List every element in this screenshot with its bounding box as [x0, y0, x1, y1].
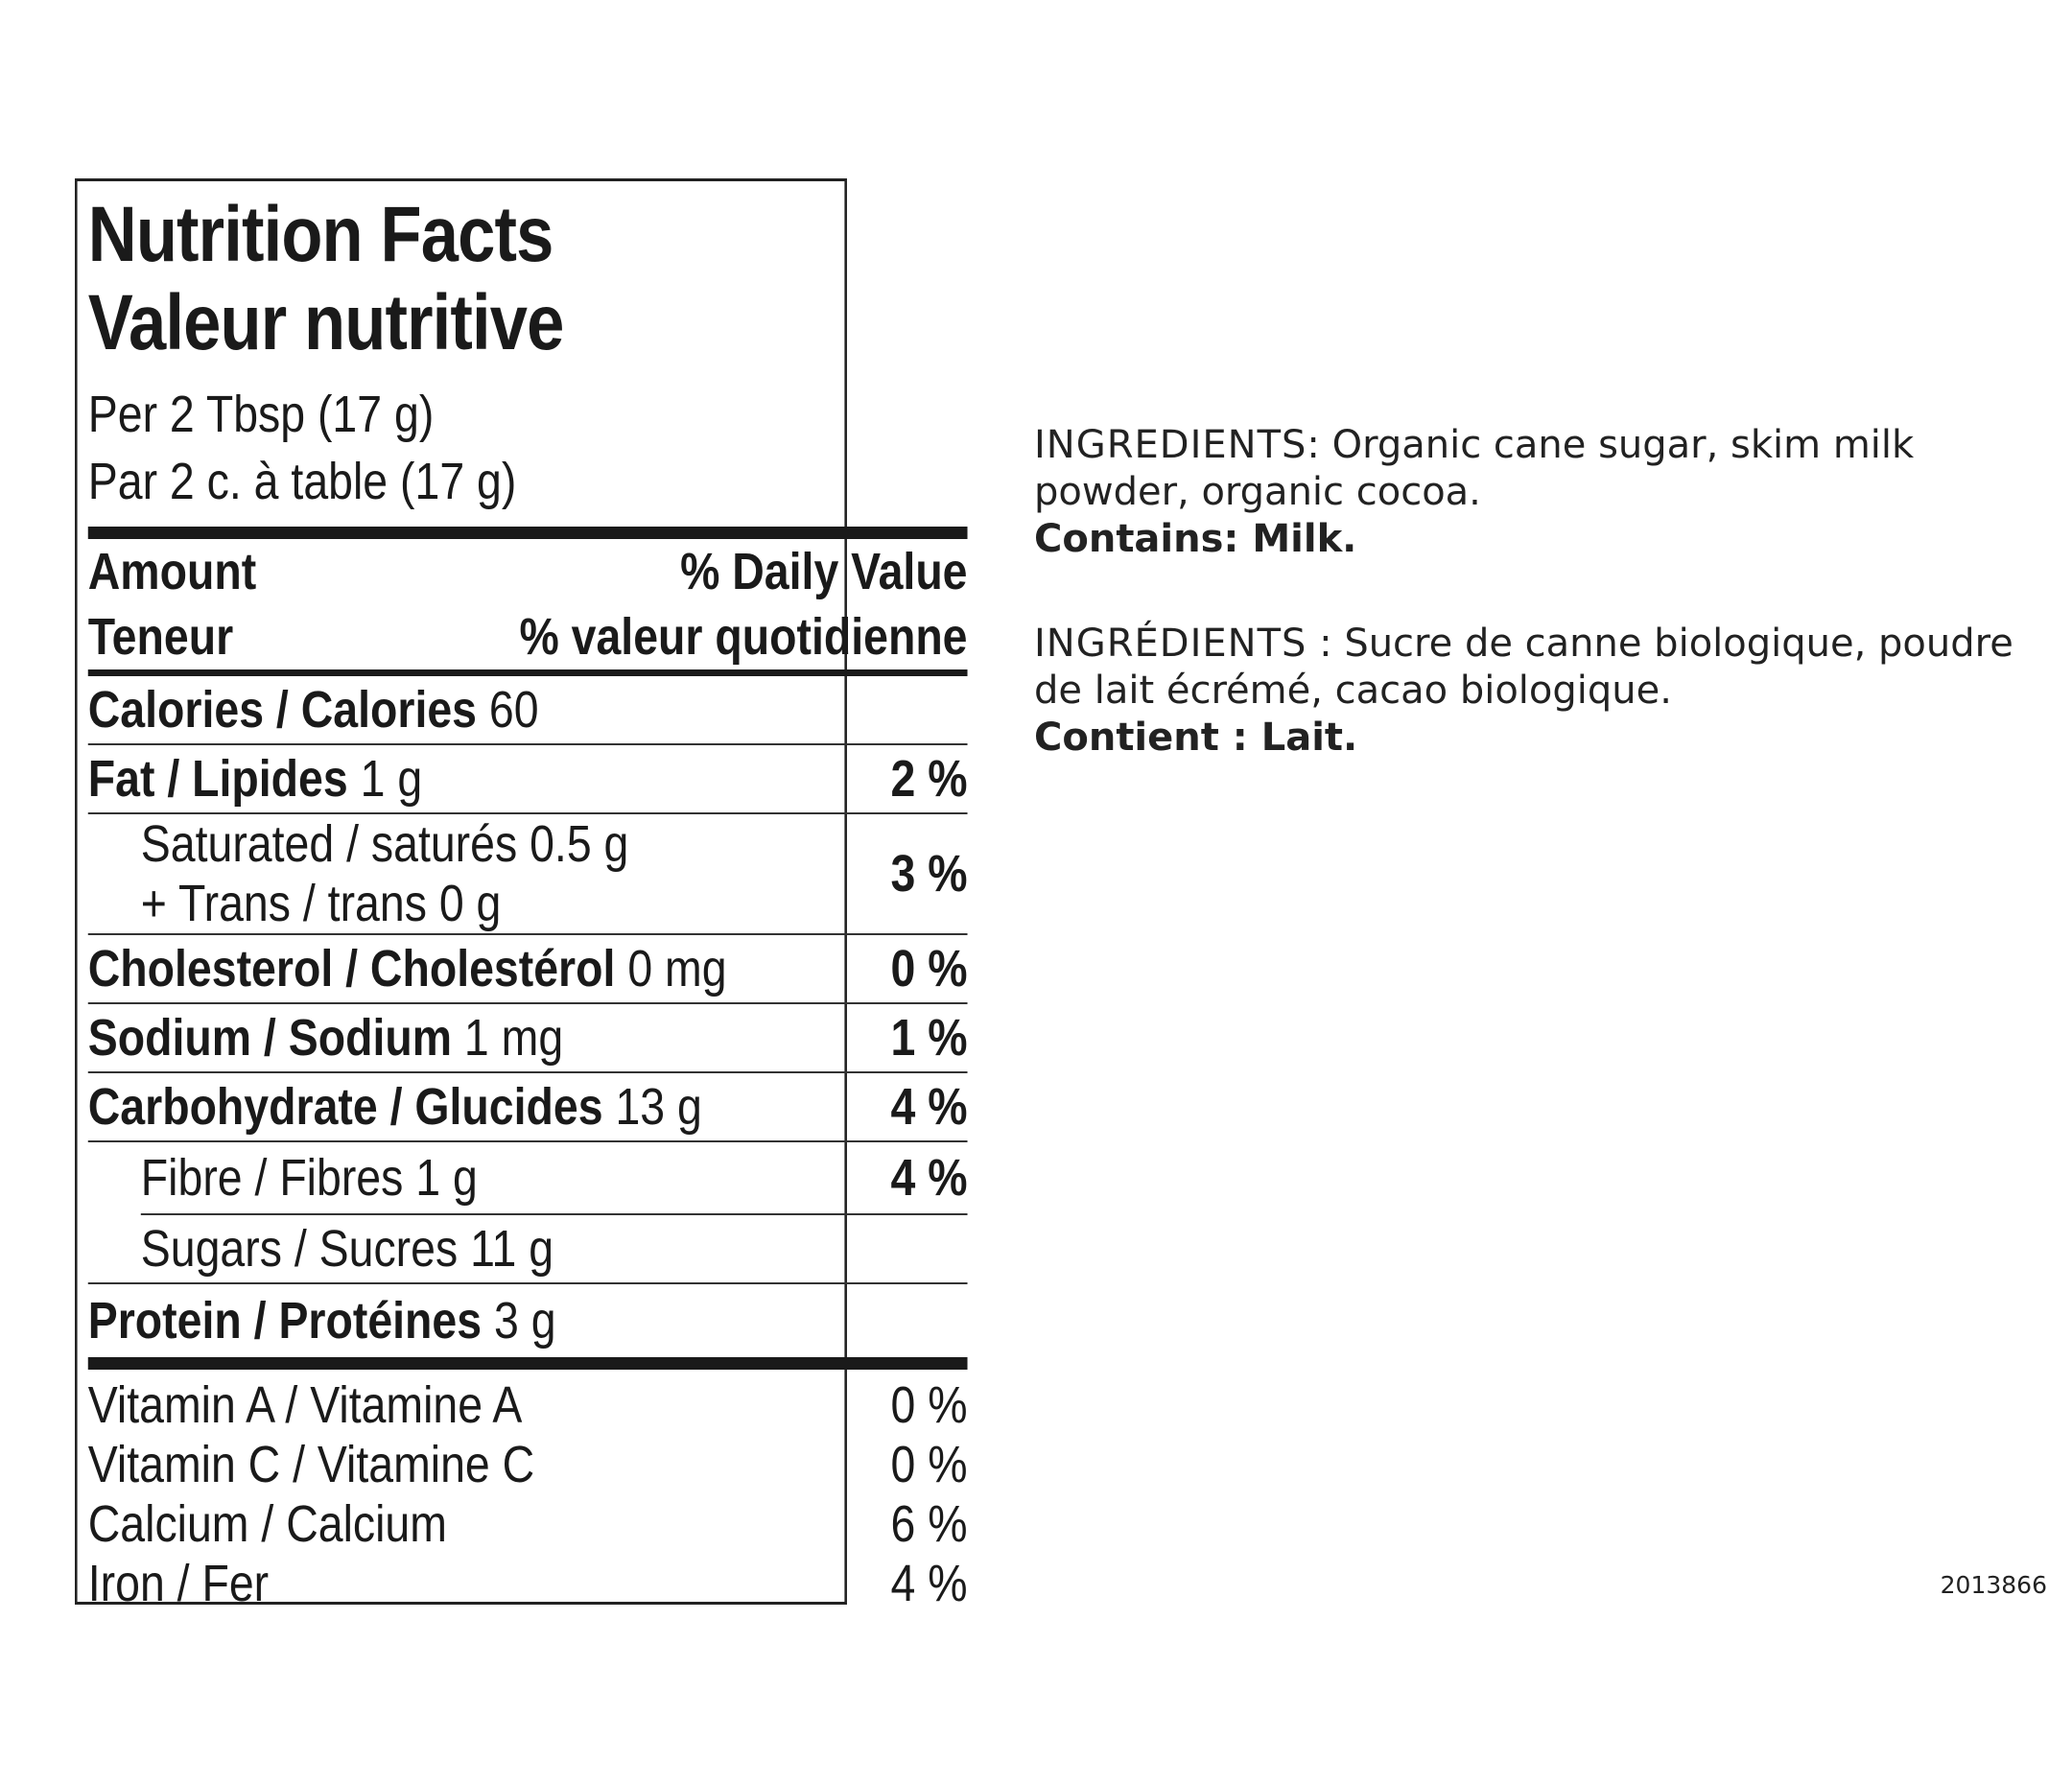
amount-label-fr: Teneur	[87, 608, 234, 666]
header-row-fr	[88, 604, 968, 669]
divider-thick	[88, 1357, 968, 1370]
protein-label: Protein / Protéines	[87, 1292, 483, 1350]
carbohydrate-percent: 4 %	[890, 1078, 968, 1136]
vitamin-c-percent: 0 %	[890, 1436, 968, 1493]
cholesterol-percent: 0 %	[890, 940, 968, 998]
vitamin-c-label: Vitamin C / Vitamine C	[87, 1436, 535, 1493]
nutrition-facts-panel	[75, 178, 968, 1612]
fibre-row	[88, 1142, 968, 1213]
carbohydrate-value: 13 g	[615, 1078, 702, 1136]
calories-row	[88, 676, 968, 743]
amount-label-en: Amount	[87, 543, 257, 600]
sodium-label: Sodium / Sodium	[87, 1009, 453, 1067]
fat-label: Fat / Lipides	[87, 750, 348, 808]
nutrition-facts-content	[88, 181, 968, 1613]
fibre-label: Fibre / Fibres 1 g	[140, 1149, 478, 1207]
trans-label: + Trans / trans 0 g	[140, 875, 502, 932]
cholesterol-row	[88, 935, 968, 1002]
ingredients-en-label: INGREDIENTS	[1034, 423, 1307, 467]
saturated-trans-row	[88, 814, 968, 933]
carbohydrate-row	[88, 1073, 968, 1140]
vitamin-row	[88, 1375, 968, 1435]
cholesterol-value: 0 mg	[627, 940, 727, 998]
title-fr: Valeur nutritive	[87, 279, 564, 366]
protein-row	[88, 1284, 968, 1357]
divider-medium	[88, 669, 968, 676]
sodium-percent: 1 %	[890, 1009, 968, 1067]
ingredients-fr-list: : Sucre de canne biologique, poudre de lait écrémé, cacao biologique.	[1034, 622, 2013, 713]
allergen-statement-fr: Contient : Lait.	[1034, 716, 1358, 760]
vitamin-a-label: Vitamin A / Vitamine A	[87, 1376, 523, 1434]
ingredients-en-list: : Organic cane sugar, skim milk powder, organic cocoa.	[1034, 423, 1915, 514]
fibre-percent: 4 %	[890, 1149, 968, 1207]
ingredients-en	[1034, 422, 2032, 563]
ingredients-fr	[1034, 621, 2032, 762]
sodium-row	[88, 1004, 968, 1071]
daily-value-label-fr: % valeur quotidienne	[519, 608, 968, 666]
serving-size-fr: Par 2 c. à table (17 g)	[87, 453, 517, 510]
protein-value: 3 g	[494, 1292, 556, 1350]
allergen-statement-en: Contains: Milk.	[1034, 517, 1357, 561]
calories-value: 60	[488, 681, 539, 739]
header-row-en	[88, 539, 968, 604]
saturated-percent: 3 %	[890, 845, 968, 903]
calories-label: Calories / Calories	[87, 681, 478, 739]
vitamin-a-percent: 0 %	[890, 1376, 968, 1434]
sugars-label: Sugars / Sucres 11 g	[140, 1220, 554, 1278]
calcium-label: Calcium / Calcium	[87, 1495, 447, 1553]
cholesterol-label: Cholesterol / Cholestérol	[87, 940, 616, 998]
sodium-value: 1 mg	[463, 1009, 564, 1067]
carbohydrate-label: Carbohydrate / Glucides	[87, 1078, 603, 1136]
divider-thick	[88, 527, 968, 539]
vitamin-row	[88, 1554, 968, 1613]
sugars-row	[88, 1215, 968, 1282]
product-code: 2013866	[1940, 1571, 2047, 1599]
fat-percent: 2 %	[890, 750, 968, 808]
ingredients-fr-label: INGRÉDIENTS	[1034, 622, 1307, 666]
fat-value: 1 g	[360, 750, 423, 808]
vitamin-row	[88, 1435, 968, 1494]
title-en: Nutrition Facts	[87, 191, 553, 278]
ingredients-en-text	[1034, 422, 2032, 516]
ingredients-fr-text	[1034, 621, 2032, 715]
daily-value-label-en: % Daily Value	[680, 543, 968, 600]
serving-size-en: Per 2 Tbsp (17 g)	[87, 386, 435, 443]
iron-label: Iron / Fer	[87, 1555, 270, 1612]
vitamin-row	[88, 1494, 968, 1554]
iron-percent: 4 %	[890, 1555, 968, 1612]
calcium-percent: 6 %	[890, 1495, 968, 1553]
saturated-label: Saturated / saturés 0.5 g	[140, 815, 629, 873]
fat-row	[88, 745, 968, 812]
